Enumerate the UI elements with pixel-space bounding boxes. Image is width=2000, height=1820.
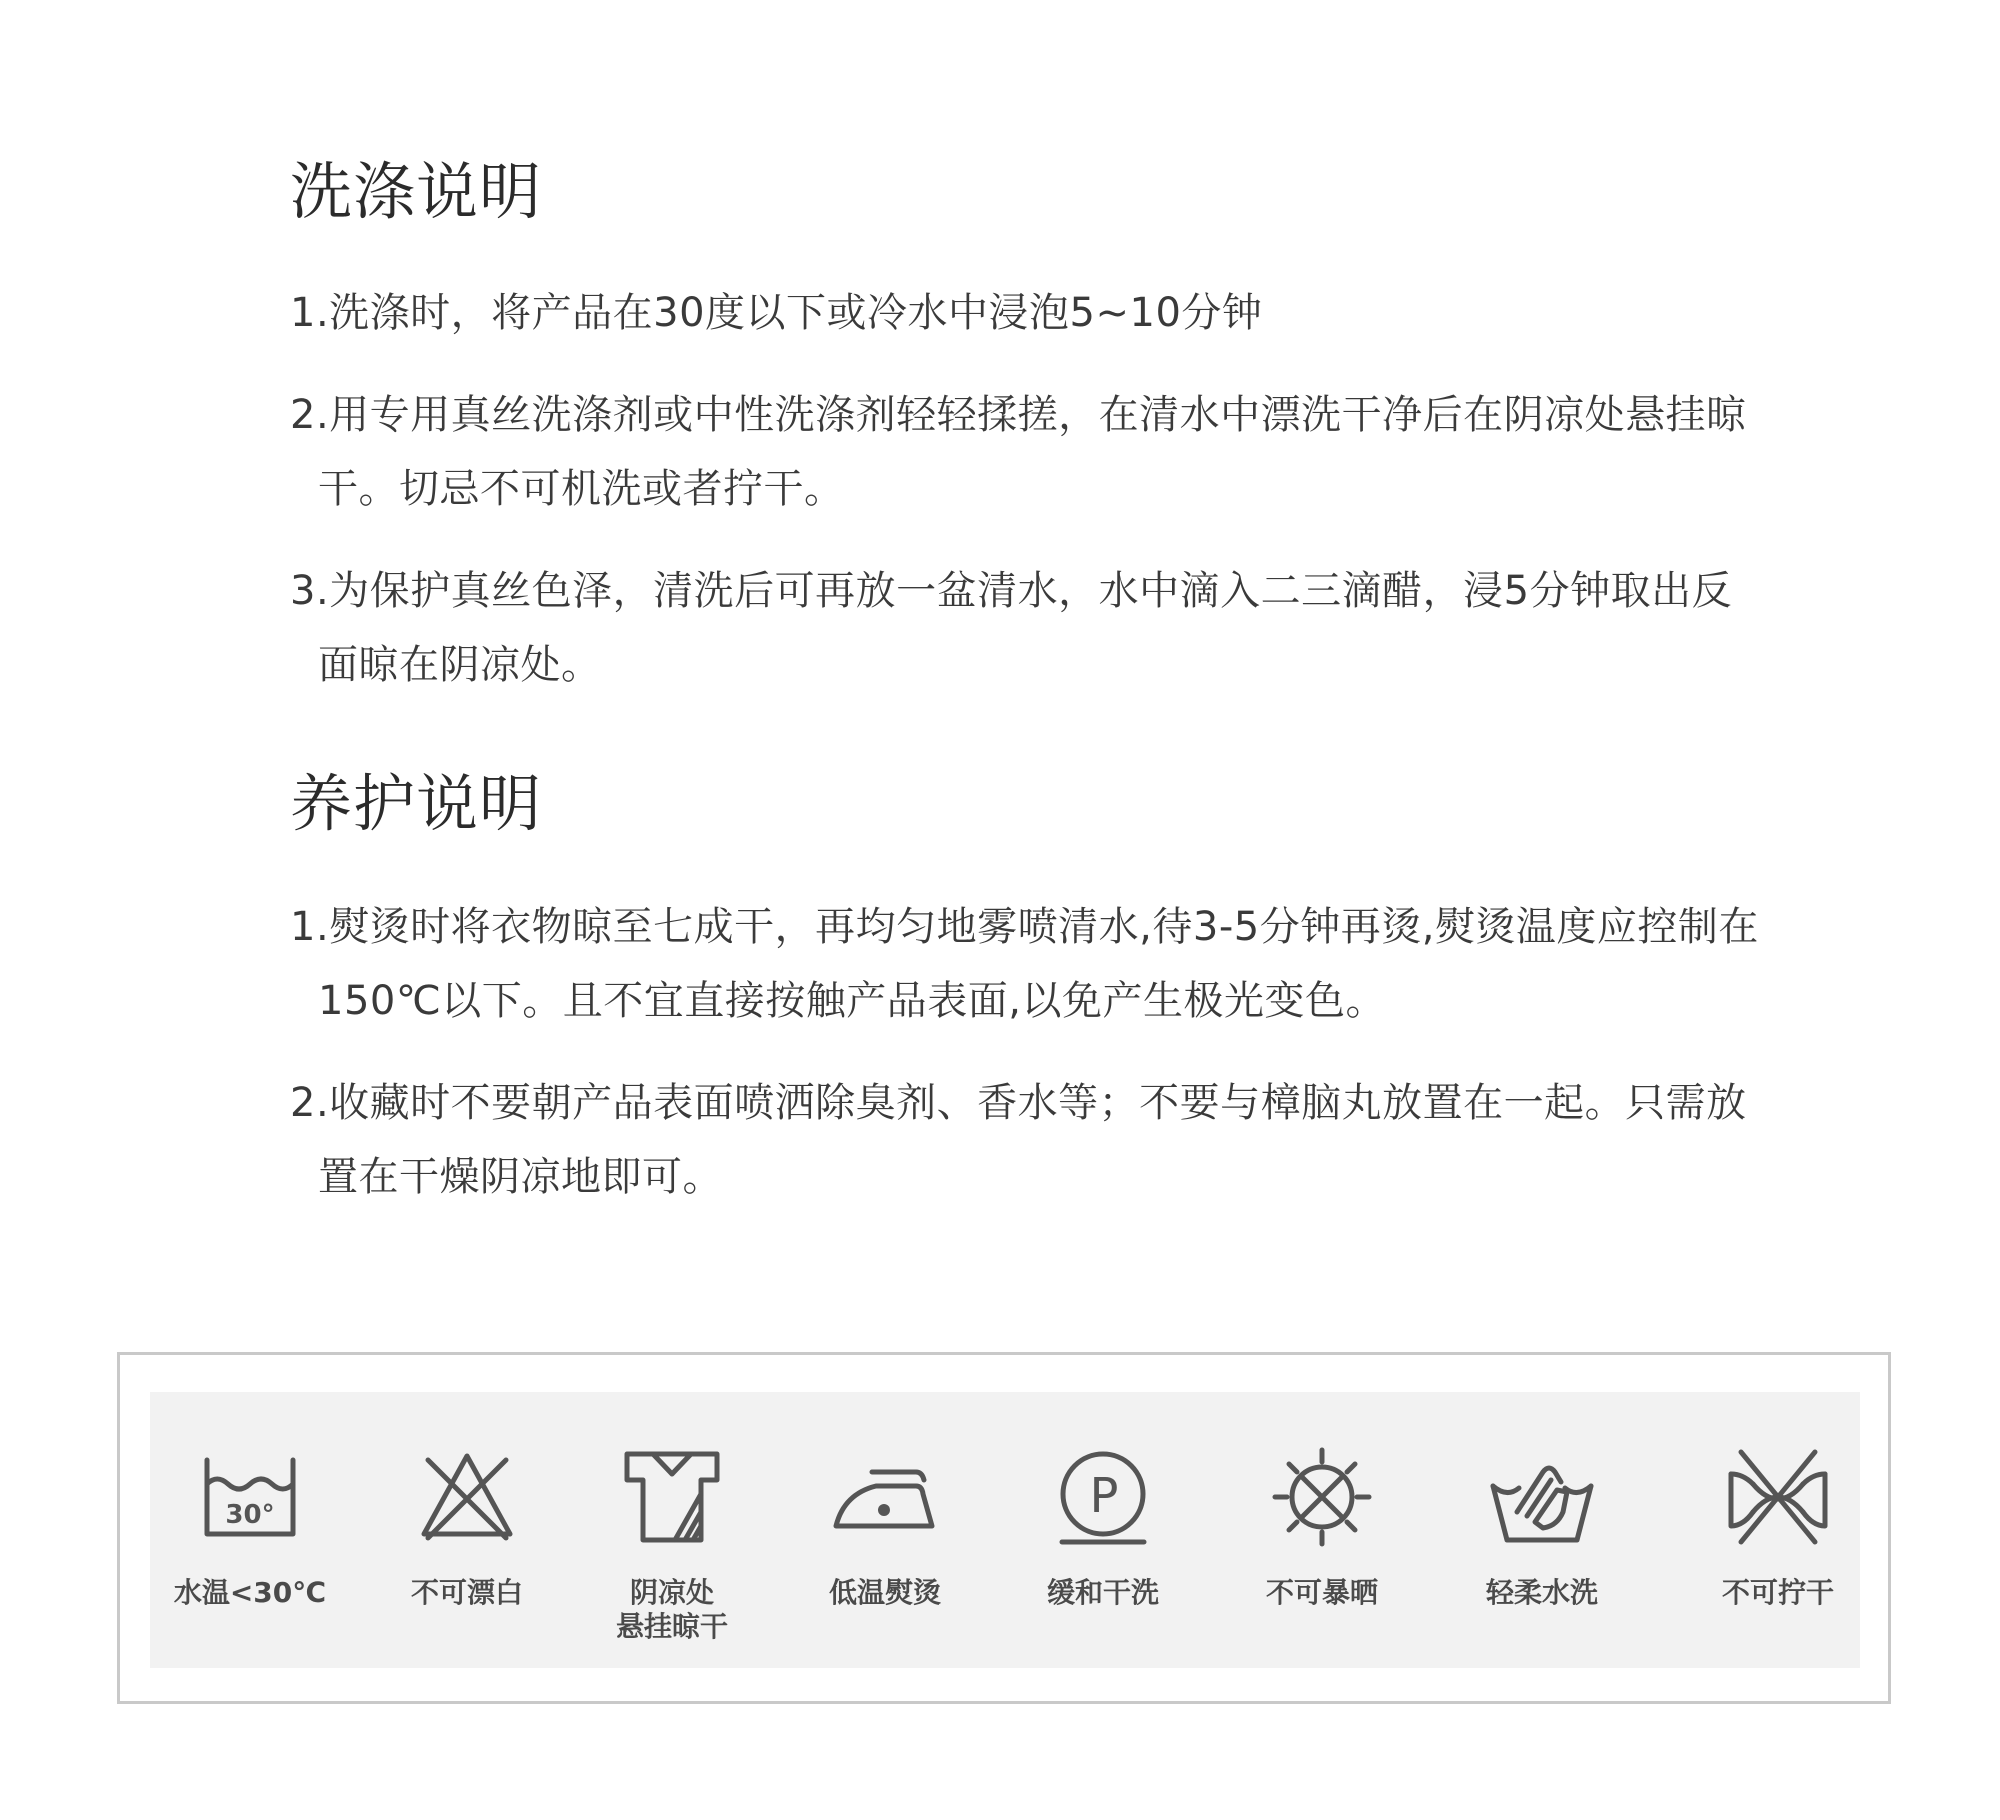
symbol-no-wring <box>1683 1392 1873 1610</box>
symbol-low-iron <box>790 1392 980 1610</box>
symbol-wash-30 <box>155 1392 345 1610</box>
care-section-title: 养护说明 <box>290 767 543 840</box>
symbol-gentle-hand-wash <box>1447 1392 1637 1610</box>
wash-instruction-item: 1.洗涤时，将产品在30度以下或冷水中浸泡5~10分钟 <box>290 290 1263 336</box>
symbol-label: 不可拧干 <box>1721 1576 1834 1609</box>
wash-instruction-item: 2.用专用真丝洗涤剂或中性洗涤剂轻轻揉搓，在清水中漂洗干净后在阴凉处悬挂晾干。切忌不可机洗或者拧干。 <box>290 392 1747 512</box>
shade-hang-dry-icon <box>617 1442 727 1552</box>
care-instructions-list <box>290 890 1770 1214</box>
no-wring-icon <box>1723 1442 1833 1552</box>
wash-instructions-list <box>290 276 1770 702</box>
dry-clean-p-icon <box>1048 1442 1158 1552</box>
symbol-label: 不可暴晒 <box>1265 1576 1378 1609</box>
symbol-no-bleach <box>372 1392 562 1610</box>
symbol-shade-hang-dry <box>577 1392 767 1644</box>
svg-text:P: P <box>1089 1468 1119 1524</box>
symbol-label: 不可漂白 <box>410 1576 523 1609</box>
care-instruction-item: 2.收藏时不要朝产品表面喷洒除臭剂、香水等；不要与樟脑丸放置在一起。只需放置在干燥阴凉地即可。 <box>290 1080 1747 1200</box>
symbol-label: 轻柔水洗 <box>1485 1576 1598 1609</box>
symbol-label: 低温熨烫 <box>828 1576 941 1609</box>
symbol-gentle-dry-clean <box>1008 1392 1198 1610</box>
care-instructions-section <box>290 764 1770 1214</box>
symbol-label: 水温<30℃ <box>173 1576 327 1609</box>
wash-section-title: 洗涤说明 <box>290 155 543 228</box>
no-sun-dry-icon <box>1267 1442 1377 1552</box>
symbol-label: 阴凉处 悬挂晾干 <box>615 1576 728 1643</box>
wash-tub-30-icon <box>195 1442 305 1552</box>
low-iron-icon <box>830 1442 940 1552</box>
hand-wash-icon <box>1487 1442 1597 1552</box>
care-instruction-item: 1.熨烫时将衣物晾至七成干，再均匀地雾喷清水,待3-5分钟再烫,熨烫温度应控制在150℃以下。且不宜直接按触产品表面,以免产生极光变色。 <box>290 904 1759 1024</box>
wash-instruction-item: 3.为保护真丝色泽，清洗后可再放一盆清水，水中滴入二三滴醋，浸5分钟取出反面晾在阴凉处。 <box>290 568 1733 688</box>
svg-text:30°: 30° <box>225 1500 275 1530</box>
wash-instructions-section <box>290 152 1770 702</box>
symbol-no-sun <box>1227 1392 1417 1610</box>
no-bleach-icon <box>412 1442 522 1552</box>
symbol-label: 缓和干洗 <box>1046 1576 1159 1609</box>
